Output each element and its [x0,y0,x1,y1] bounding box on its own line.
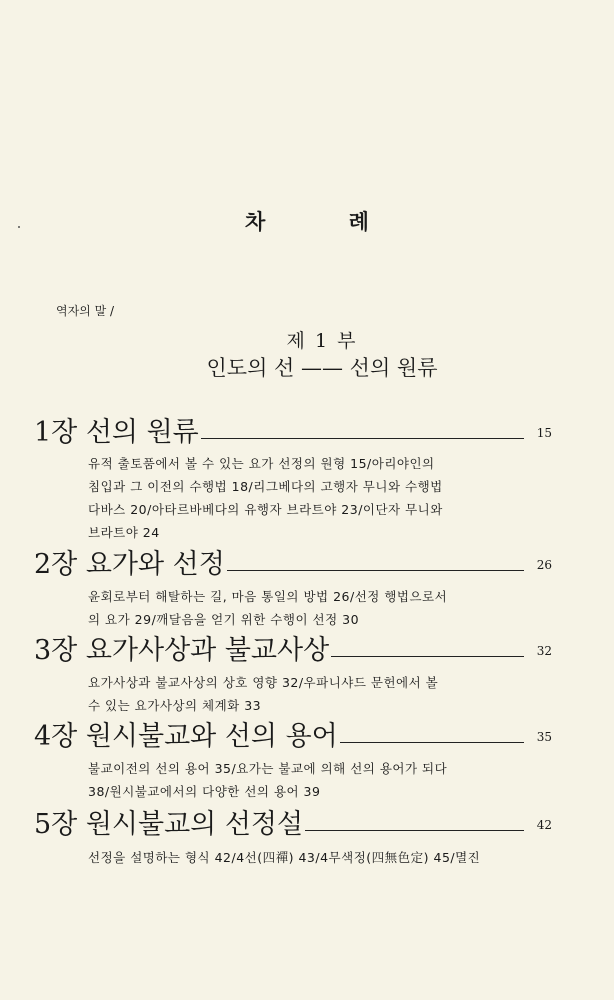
chapter-page-number: 32 [536,644,552,658]
chapter-4-description [88,757,488,803]
chapter-page-number: 26 [536,558,552,572]
description-line: 불교이전의 선의 용어 35/요가는 불교에 의해 선의 용어가 되다 [88,761,448,776]
chapter-2-heading [34,548,552,582]
description-line: 선정을 설명하는 형식 42/4선(四禪) 43/4무색정(四無色定) 45/멸진 [88,850,481,865]
chapter-1-heading [34,416,552,450]
chapter-1-description [88,452,488,544]
chapter-2-description [88,585,488,631]
chapter-3-description [88,671,488,717]
chapter-label: 4장 원시불교와 선의 용어 [34,721,338,752]
chapter-4-heading [34,720,552,754]
page-title: 차 례 [245,210,407,234]
chapter-page-number: 15 [536,426,552,440]
description-line: 침입과 그 이전의 수행법 18/리그베다의 고행자 무니와 수행법 [88,479,443,494]
chapter-label: 3장 요가사상과 불교사상 [34,635,330,666]
description-line: 요가사상과 불교사상의 상호 영향 32/우파니샤드 문헌에서 볼 [88,675,439,690]
chapter-3-heading [34,634,552,668]
part-title: 인도의 선 —— 선의 원류 [206,356,438,380]
description-line: 유적 출토품에서 볼 수 있는 요가 선정의 원형 15/아리야인의 [88,456,435,471]
chapter-page-number: 35 [536,730,552,744]
description-line: 의 요가 29/깨달음을 얻기 위한 수행이 선정 30 [88,612,360,627]
description-line: 다바스 20/아타르바베다의 유행자 브라트야 23/이단자 무니와 [88,502,443,517]
description-line: 수 있는 요가사상의 체계화 33 [88,698,262,713]
chapter-5-description [88,846,488,869]
chapter-page-number: 42 [536,818,552,832]
description-line: 브라트야 24 [88,525,160,540]
chapter-label: 1장 선의 원류 [34,417,199,448]
description-line: 윤회로부터 해탈하는 길, 마음 통일의 방법 26/선정 행법으로서 [88,589,448,604]
chapter-label: 5장 원시불교의 선정설 [34,809,304,840]
chapter-5-heading [34,808,552,842]
chapter-label: 2장 요가와 선정 [34,549,225,580]
part-number: 제 1 부 [286,330,358,352]
description-line: 38/원시불교에서의 다양한 선의 용어 39 [88,784,321,799]
translator-note-entry: 역자의 말 / [56,304,115,318]
